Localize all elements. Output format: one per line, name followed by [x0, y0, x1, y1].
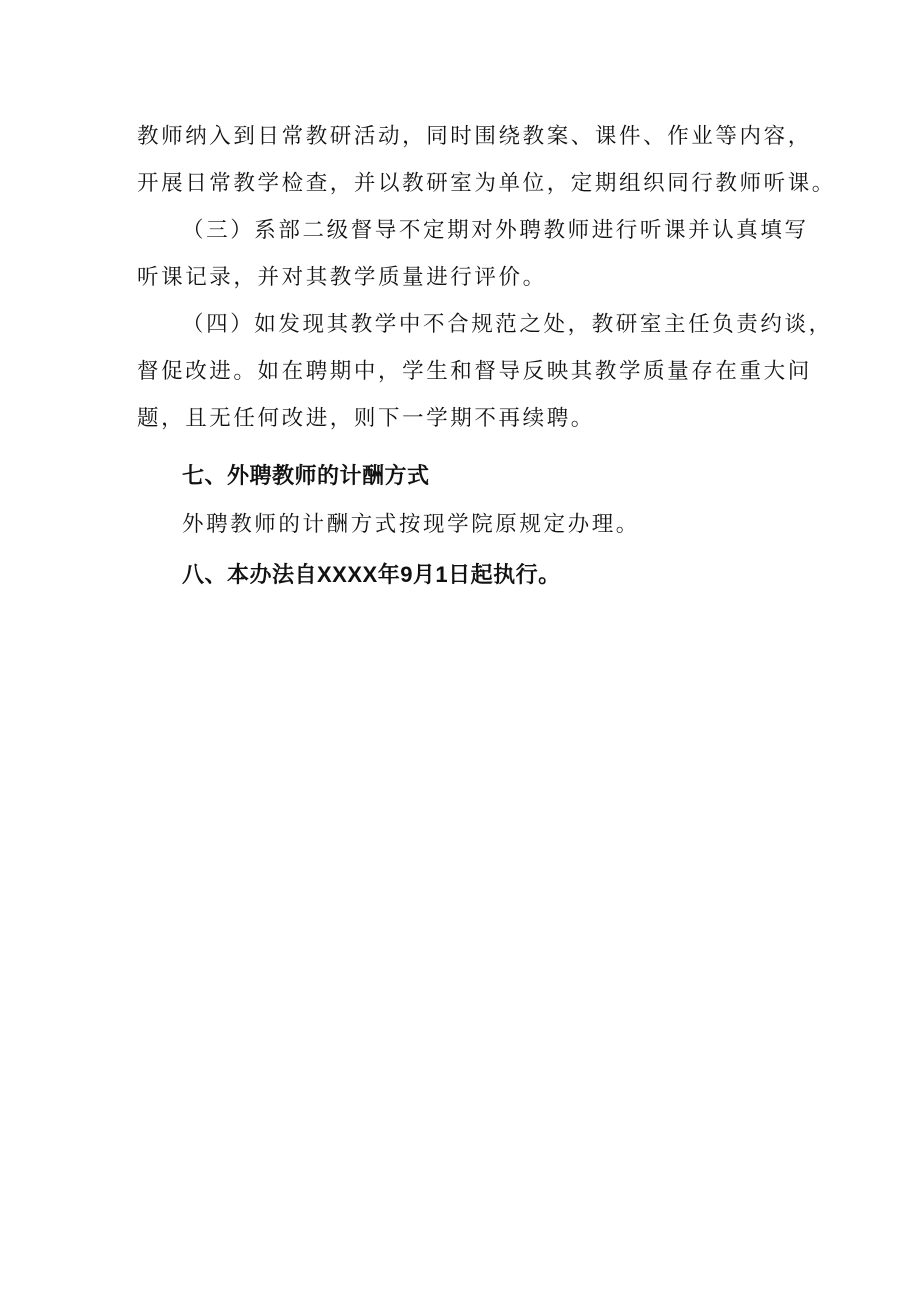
text-line: （四）如发现其教学中不合规范之处，教研室主任负责约谈，	[182, 312, 833, 337]
section-heading-7: 七、外聘教师的计酬方式	[182, 463, 430, 488]
document-body	[137, 113, 836, 598]
section-body-7: 外聘教师的计酬方式按现学院原规定办理。	[182, 512, 640, 537]
text-line: 督促改进。如在聘期中，学生和督导反映其教学质量存在重大问	[137, 359, 812, 384]
text-line: 听课记录，并对其教学质量进行评价。	[137, 265, 547, 290]
text-line: 题，且无任何改进，则下一学期不再续聘。	[137, 406, 595, 431]
paragraph-item-4	[137, 301, 833, 442]
text-line: （三）系部二级督导不定期对外聘教师进行听课并认真填写	[182, 218, 809, 243]
paragraph-continuation	[137, 113, 836, 207]
section-heading-8: 八、本办法自XXXX年9月1日起执行。	[182, 562, 561, 587]
paragraph-item-3	[137, 207, 809, 301]
text-line: 教师纳入到日常教研活动，同时围绕教案、课件、作业等内容，	[137, 124, 812, 149]
text-line: 开展日常教学检查，并以教研室为单位，定期组织同行教师听课。	[137, 171, 836, 196]
